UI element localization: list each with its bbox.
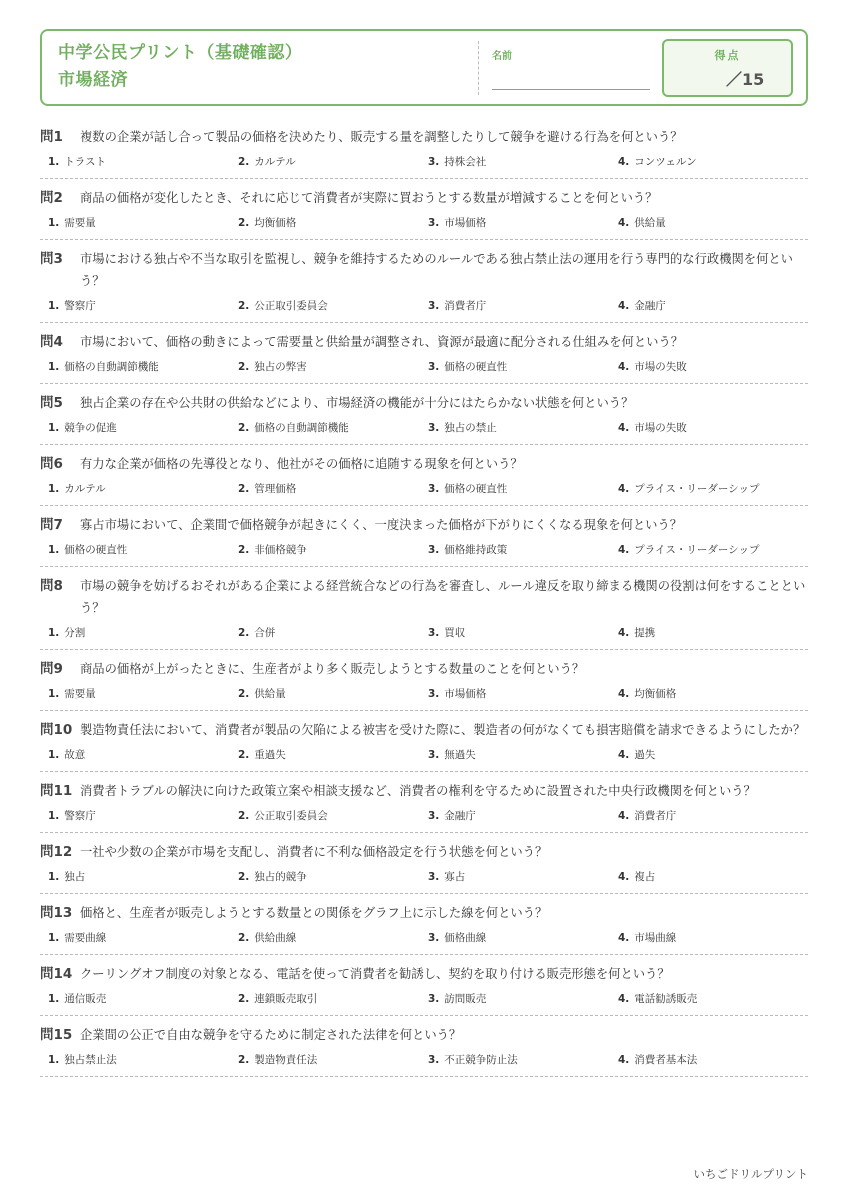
option-number: 4. xyxy=(618,688,630,700)
option-number: 1. xyxy=(48,871,60,883)
option-number: 1. xyxy=(48,688,60,700)
option-label: 警察庁 xyxy=(64,300,96,312)
option-number: 1. xyxy=(48,156,60,168)
option-number: 1. xyxy=(48,544,60,556)
answer-option[interactable] xyxy=(618,686,808,702)
question-head xyxy=(40,780,808,802)
worksheet-subtitle: 市場経済 xyxy=(58,70,128,90)
answer-option[interactable] xyxy=(238,930,428,946)
question-number: 問5 xyxy=(40,395,63,411)
answer-options xyxy=(40,215,808,231)
answer-option[interactable] xyxy=(618,154,808,170)
answer-option[interactable] xyxy=(238,991,428,1007)
question-text: 市場において、価格の動きによって需要量と供給量が調整され、資源が最適に配分される仕組みを何という？ xyxy=(80,335,684,349)
question-head xyxy=(40,841,808,863)
answer-option[interactable] xyxy=(428,215,618,231)
answer-option[interactable] xyxy=(618,1052,808,1068)
question-item xyxy=(40,955,808,1016)
answer-option[interactable] xyxy=(48,869,238,885)
option-label: 消費者庁 xyxy=(634,810,677,822)
answer-options xyxy=(40,542,808,558)
question-number: 問8 xyxy=(40,578,63,594)
answer-option[interactable] xyxy=(618,420,808,436)
option-number: 2. xyxy=(238,361,250,373)
option-label: 複占 xyxy=(634,871,656,883)
answer-option[interactable] xyxy=(428,420,618,436)
question-item xyxy=(40,567,808,650)
answer-option[interactable] xyxy=(238,869,428,885)
answer-option[interactable] xyxy=(428,625,618,641)
question-number: 問10 xyxy=(40,722,73,738)
option-label: 需要量 xyxy=(64,217,96,229)
question-item xyxy=(40,384,808,445)
question-head xyxy=(40,575,808,619)
option-label: 訪問販売 xyxy=(444,993,487,1005)
question-number: 問2 xyxy=(40,190,63,206)
question-text: 市場における独占や不当な取引を監視し、競争を維持するためのルールである独占禁止法の運用を行う専門的な行政機関を何という？ xyxy=(80,252,793,288)
option-number: 4. xyxy=(618,422,630,434)
option-label: 供給量 xyxy=(634,217,666,229)
question-text: 企業間の公正で自由な競争を守るために制定された法律を何という？ xyxy=(80,1028,462,1042)
answer-option[interactable] xyxy=(618,869,808,885)
option-number: 1. xyxy=(48,422,60,434)
answer-options xyxy=(40,154,808,170)
option-number: 3. xyxy=(428,300,440,312)
score-label: 得点 xyxy=(714,49,741,62)
question-text: 価格と、生産者が販売しようとする数量との関係をグラフ上に示した線を何という？ xyxy=(80,906,548,920)
question-item xyxy=(40,650,808,711)
answer-option[interactable] xyxy=(48,542,238,558)
question-item xyxy=(40,240,808,323)
option-number: 3. xyxy=(428,361,440,373)
question-head xyxy=(40,902,808,924)
score-box xyxy=(662,39,793,97)
score-total: ／15 xyxy=(726,70,765,89)
option-number: 3. xyxy=(428,932,440,944)
option-number: 4. xyxy=(618,483,630,495)
answer-options xyxy=(40,686,808,702)
option-number: 3. xyxy=(428,749,440,761)
option-label: 価格の硬直性 xyxy=(444,483,508,495)
option-label: 市場価格 xyxy=(444,217,487,229)
question-text: 商品の価格が上がったときに、生産者がより多く販売しようとする数量のことを何という？ xyxy=(80,662,585,676)
worksheet-header xyxy=(40,29,808,106)
question-head xyxy=(40,187,808,209)
option-number: 1. xyxy=(48,932,60,944)
option-number: 2. xyxy=(238,932,250,944)
answer-option[interactable] xyxy=(618,542,808,558)
question-text: 独占企業の存在や公共財の供給などにより、市場経済の機能が十分にはたらかない状態を何という？ xyxy=(80,396,634,410)
question-head xyxy=(40,1024,808,1046)
answer-option[interactable] xyxy=(48,298,238,314)
answer-option[interactable] xyxy=(238,154,428,170)
question-number: 問15 xyxy=(40,1027,73,1043)
option-label: 市場の失敗 xyxy=(634,361,687,373)
option-label: 提携 xyxy=(634,627,656,639)
question-item xyxy=(40,118,808,179)
answer-options xyxy=(40,359,808,375)
option-label: 合併 xyxy=(254,627,276,639)
option-number: 2. xyxy=(238,422,250,434)
question-number: 問9 xyxy=(40,661,63,677)
name-field-line[interactable] xyxy=(492,89,650,90)
question-text: クーリングオフ制度の対象となる、電話を使って消費者を勧誘し、契約を取り付ける販売形態を何という？ xyxy=(80,967,670,981)
option-label: 供給量 xyxy=(254,688,286,700)
answer-option[interactable] xyxy=(48,686,238,702)
answer-options xyxy=(40,298,808,314)
option-label: プライス・リーダーシップ xyxy=(634,483,760,495)
option-label: 管理価格 xyxy=(254,483,297,495)
question-head xyxy=(40,514,808,536)
option-label: 価格の自動調節機能 xyxy=(64,361,159,373)
answer-option[interactable] xyxy=(618,481,808,497)
answer-option[interactable] xyxy=(618,747,808,763)
question-head xyxy=(40,719,808,741)
option-number: 4. xyxy=(618,810,630,822)
option-label: 均衡価格 xyxy=(634,688,677,700)
option-number: 1. xyxy=(48,300,60,312)
option-number: 1. xyxy=(48,749,60,761)
question-number: 問4 xyxy=(40,334,63,350)
option-label: 買収 xyxy=(444,627,466,639)
question-number: 問7 xyxy=(40,517,63,533)
answer-option[interactable] xyxy=(428,747,618,763)
option-label: 警察庁 xyxy=(64,810,96,822)
option-label: トラスト xyxy=(64,156,106,168)
option-number: 2. xyxy=(238,810,250,822)
question-number: 問14 xyxy=(40,966,73,982)
option-label: 寡占 xyxy=(444,871,466,883)
option-label: 無過失 xyxy=(444,749,476,761)
answer-option[interactable] xyxy=(428,991,618,1007)
question-number: 問13 xyxy=(40,905,73,921)
answer-option[interactable] xyxy=(428,154,618,170)
answer-option[interactable] xyxy=(238,420,428,436)
option-number: 1. xyxy=(48,483,60,495)
answer-option[interactable] xyxy=(428,481,618,497)
answer-option[interactable] xyxy=(48,481,238,497)
answer-options xyxy=(40,481,808,497)
answer-option[interactable] xyxy=(428,869,618,885)
question-item xyxy=(40,894,808,955)
option-label: 供給曲線 xyxy=(254,932,297,944)
name-label: 名前 xyxy=(492,51,512,62)
answer-option[interactable] xyxy=(618,930,808,946)
option-number: 2. xyxy=(238,483,250,495)
option-label: 製造物責任法 xyxy=(254,1054,318,1066)
option-label: 消費者庁 xyxy=(444,300,487,312)
answer-options xyxy=(40,1052,808,1068)
option-number: 4. xyxy=(618,217,630,229)
option-number: 4. xyxy=(618,749,630,761)
question-number: 問3 xyxy=(40,251,63,267)
answer-option[interactable] xyxy=(238,625,428,641)
question-item xyxy=(40,323,808,384)
option-label: 消費者基本法 xyxy=(634,1054,698,1066)
question-item xyxy=(40,711,808,772)
option-number: 1. xyxy=(48,361,60,373)
option-label: カルテル xyxy=(254,156,296,168)
option-label: 独占 xyxy=(64,871,86,883)
option-number: 2. xyxy=(238,1054,250,1066)
answer-option[interactable] xyxy=(48,625,238,641)
worksheet-title: 中学公民プリント（基礎確認） xyxy=(58,43,303,63)
answer-option[interactable] xyxy=(238,1052,428,1068)
answer-option[interactable] xyxy=(238,481,428,497)
answer-options xyxy=(40,869,808,885)
answer-option[interactable] xyxy=(48,420,238,436)
answer-option[interactable] xyxy=(238,542,428,558)
option-number: 2. xyxy=(238,627,250,639)
option-number: 4. xyxy=(618,993,630,1005)
answer-option[interactable] xyxy=(618,808,808,824)
option-label: 需要量 xyxy=(64,688,96,700)
option-number: 4. xyxy=(618,627,630,639)
option-number: 2. xyxy=(238,156,250,168)
question-head xyxy=(40,392,808,414)
footer-brand: いちごドリルプリント xyxy=(693,1167,808,1181)
answer-option[interactable] xyxy=(428,808,618,824)
option-label: 独占の弊害 xyxy=(254,361,307,373)
question-text: 有力な企業が価格の先導役となり、他社がその価格に追随する現象を何という？ xyxy=(80,457,523,471)
answer-option[interactable] xyxy=(428,359,618,375)
answer-options xyxy=(40,808,808,824)
option-number: 2. xyxy=(238,300,250,312)
question-item xyxy=(40,179,808,240)
option-number: 2. xyxy=(238,749,250,761)
option-number: 2. xyxy=(238,544,250,556)
option-label: 持株会社 xyxy=(444,156,487,168)
answer-option[interactable] xyxy=(238,747,428,763)
option-label: 不正競争防止法 xyxy=(444,1054,518,1066)
answer-option[interactable] xyxy=(618,298,808,314)
question-number: 問11 xyxy=(40,783,73,799)
option-number: 1. xyxy=(48,810,60,822)
answer-option[interactable] xyxy=(428,930,618,946)
question-item xyxy=(40,833,808,894)
option-number: 4. xyxy=(618,361,630,373)
option-label: 価格曲線 xyxy=(444,932,487,944)
option-number: 1. xyxy=(48,627,60,639)
answer-option[interactable] xyxy=(48,359,238,375)
question-item xyxy=(40,772,808,833)
option-label: 均衡価格 xyxy=(254,217,297,229)
option-label: 独占の禁止 xyxy=(444,422,497,434)
option-number: 1. xyxy=(48,993,60,1005)
answer-options xyxy=(40,930,808,946)
answer-options xyxy=(40,420,808,436)
option-label: 市場価格 xyxy=(444,688,487,700)
option-number: 4. xyxy=(618,156,630,168)
question-text: 複数の企業が話し合って製品の価格を決めたり、販売する量を調整したりして競争を避ける行為を何という？ xyxy=(80,130,683,144)
question-head xyxy=(40,963,808,985)
option-number: 2. xyxy=(238,688,250,700)
option-number: 3. xyxy=(428,871,440,883)
answer-option[interactable] xyxy=(428,298,618,314)
answer-option[interactable] xyxy=(238,808,428,824)
answer-option[interactable] xyxy=(618,625,808,641)
answer-options xyxy=(40,991,808,1007)
option-number: 1. xyxy=(48,1054,60,1066)
answer-option[interactable] xyxy=(238,298,428,314)
option-label: 価格の硬直性 xyxy=(64,544,128,556)
answer-option[interactable] xyxy=(48,991,238,1007)
option-number: 4. xyxy=(618,932,630,944)
answer-option[interactable] xyxy=(428,542,618,558)
option-number: 4. xyxy=(618,544,630,556)
option-label: 非価格競争 xyxy=(254,544,307,556)
answer-option[interactable] xyxy=(48,215,238,231)
option-number: 3. xyxy=(428,156,440,168)
option-number: 3. xyxy=(428,483,440,495)
option-label: 価格維持政策 xyxy=(444,544,508,556)
option-number: 3. xyxy=(428,688,440,700)
option-label: プライス・リーダーシップ xyxy=(634,544,760,556)
option-label: 価格の硬直性 xyxy=(444,361,508,373)
option-label: カルテル xyxy=(64,483,106,495)
question-item xyxy=(40,445,808,506)
answer-options xyxy=(40,747,808,763)
option-label: 独占禁止法 xyxy=(64,1054,117,1066)
question-number: 問12 xyxy=(40,844,73,860)
option-label: 公正取引委員会 xyxy=(254,810,328,822)
answer-option[interactable] xyxy=(618,991,808,1007)
option-number: 3. xyxy=(428,1054,440,1066)
option-label: コンツェルン xyxy=(634,156,697,168)
option-number: 4. xyxy=(618,300,630,312)
question-text: 一社や少数の企業が市場を支配し、消費者に不利な価格設定を行う状態を何という？ xyxy=(80,845,548,859)
option-number: 2. xyxy=(238,217,250,229)
question-list xyxy=(40,118,808,1077)
option-label: 分割 xyxy=(64,627,86,639)
option-label: 市場曲線 xyxy=(634,932,677,944)
answer-option[interactable] xyxy=(48,1052,238,1068)
option-number: 3. xyxy=(428,993,440,1005)
option-label: 価格の自動調節機能 xyxy=(254,422,349,434)
question-text: 消費者トラブルの解決に向けた政策立案や相談支援など、消費者の権利を守るために設置された中央行政機関を何という？ xyxy=(80,784,756,798)
option-label: 独占的競争 xyxy=(254,871,307,883)
option-label: 故意 xyxy=(64,749,86,761)
header-divider xyxy=(478,41,479,95)
option-number: 2. xyxy=(238,993,250,1005)
option-label: 電話勧誘販売 xyxy=(634,993,698,1005)
option-label: 金融庁 xyxy=(444,810,476,822)
option-label: 競争の促進 xyxy=(64,422,117,434)
question-item xyxy=(40,506,808,567)
option-number: 1. xyxy=(48,217,60,229)
answer-option[interactable] xyxy=(238,215,428,231)
option-label: 連鎖販売取引 xyxy=(254,993,318,1005)
question-text: 市場の競争を妨げるおそれがある企業による経営統合などの行為を審査し、ルール違反を取り締まる機関の役割は何をすることという？ xyxy=(80,579,806,615)
question-head xyxy=(40,126,808,148)
answer-option[interactable] xyxy=(428,686,618,702)
answer-option[interactable] xyxy=(238,686,428,702)
answer-option[interactable] xyxy=(238,359,428,375)
option-label: 重過失 xyxy=(254,749,286,761)
answer-option[interactable] xyxy=(48,930,238,946)
question-text: 製造物責任法において、消費者が製品の欠陥による被害を受けた際に、製造者の何がなくても損害賠償を請求できるようにしたか？ xyxy=(80,723,806,737)
option-number: 3. xyxy=(428,627,440,639)
option-number: 3. xyxy=(428,544,440,556)
option-label: 市場の失敗 xyxy=(634,422,687,434)
option-number: 3. xyxy=(428,422,440,434)
answer-option[interactable] xyxy=(618,215,808,231)
answer-option[interactable] xyxy=(48,154,238,170)
question-head xyxy=(40,658,808,680)
option-number: 4. xyxy=(618,1054,630,1066)
option-label: 需要曲線 xyxy=(64,932,107,944)
option-number: 2. xyxy=(238,871,250,883)
option-number: 3. xyxy=(428,810,440,822)
question-head xyxy=(40,453,808,475)
question-head xyxy=(40,331,808,353)
option-number: 3. xyxy=(428,217,440,229)
answer-option[interactable] xyxy=(48,808,238,824)
question-head xyxy=(40,248,808,292)
question-text: 寡占市場において、企業間で価格競争が起きにくく、一度決まった価格が下がりにくくなる現象を何という？ xyxy=(80,518,683,532)
option-number: 4. xyxy=(618,871,630,883)
answer-options xyxy=(40,625,808,641)
answer-option[interactable] xyxy=(618,359,808,375)
question-number: 問6 xyxy=(40,456,63,472)
option-label: 通信販売 xyxy=(64,993,107,1005)
title-block xyxy=(58,40,302,94)
answer-option[interactable] xyxy=(48,747,238,763)
answer-option[interactable] xyxy=(428,1052,618,1068)
option-label: 金融庁 xyxy=(634,300,666,312)
question-text: 商品の価格が変化したとき、それに応じて消費者が実際に買おうとする数量が増減することを何という？ xyxy=(80,191,658,205)
question-item xyxy=(40,1016,808,1077)
question-number: 問1 xyxy=(40,129,63,145)
option-label: 公正取引委員会 xyxy=(254,300,328,312)
option-label: 過失 xyxy=(634,749,656,761)
